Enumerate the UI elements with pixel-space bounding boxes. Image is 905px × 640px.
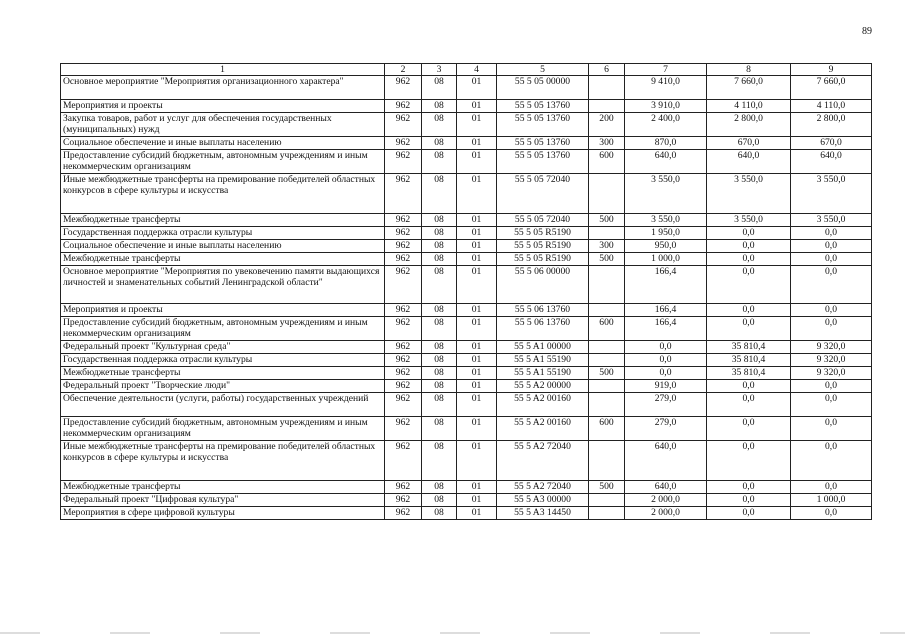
cell-amount-year-3: 0,0	[791, 266, 872, 304]
cell-expense-type: 500	[589, 253, 625, 266]
cell-section: 08	[422, 174, 457, 214]
cell-ministry-code: 962	[385, 304, 422, 317]
column-header: 2	[385, 64, 422, 76]
cell-amount-year-1: 3 550,0	[625, 214, 707, 227]
cell-amount-year-2: 35 810,4	[707, 354, 791, 367]
cell-expense-type: 300	[589, 137, 625, 150]
cell-subsection: 01	[457, 507, 497, 520]
cell-subsection: 01	[457, 341, 497, 354]
cell-amount-year-1: 919,0	[625, 380, 707, 393]
cell-ministry-code: 962	[385, 393, 422, 417]
cell-amount-year-2: 0,0	[707, 266, 791, 304]
cell-section: 08	[422, 341, 457, 354]
cell-amount-year-1: 2 400,0	[625, 113, 707, 137]
row-description: Основное мероприятие "Мероприятия организационного характера"	[61, 76, 385, 100]
cell-section: 08	[422, 76, 457, 100]
cell-section: 08	[422, 240, 457, 253]
cell-subsection: 01	[457, 481, 497, 494]
row-description: Федеральный проект "Культурная среда"	[61, 341, 385, 354]
cell-ministry-code: 962	[385, 150, 422, 174]
cell-amount-year-1: 950,0	[625, 240, 707, 253]
cell-amount-year-2: 4 110,0	[707, 100, 791, 113]
cell-section: 08	[422, 494, 457, 507]
cell-target-article: 55 5 05 13760	[497, 113, 589, 137]
cell-amount-year-3: 2 800,0	[791, 113, 872, 137]
cell-target-article: 55 5 A1 55190	[497, 354, 589, 367]
cell-target-article: 55 5 05 00000	[497, 76, 589, 100]
cell-amount-year-3: 0,0	[791, 393, 872, 417]
cell-amount-year-1: 0,0	[625, 354, 707, 367]
row-description: Межбюджетные трансферты	[61, 481, 385, 494]
cell-section: 08	[422, 150, 457, 174]
cell-target-article: 55 5 05 R5190	[497, 227, 589, 240]
cell-amount-year-2: 3 550,0	[707, 174, 791, 214]
row-description: Предоставление субсидий бюджетным, автономным учреждениям и иным некоммерческим организациям	[61, 150, 385, 174]
table-row	[61, 417, 872, 441]
cell-amount-year-1: 1 950,0	[625, 227, 707, 240]
cell-amount-year-3: 9 320,0	[791, 354, 872, 367]
cell-expense-type	[589, 227, 625, 240]
row-description: Основное мероприятие "Мероприятия по увековечению памяти выдающихся личностей и знаменательных событий Ленинградской области"	[61, 266, 385, 304]
cell-target-article: 55 5 06 13760	[497, 317, 589, 341]
row-description: Иные межбюджетные трансферты на премирование победителей областных конкурсов в сфере культуры и искусства	[61, 174, 385, 214]
cell-amount-year-2: 0,0	[707, 507, 791, 520]
cell-amount-year-1: 166,4	[625, 317, 707, 341]
table-row	[61, 266, 872, 304]
cell-subsection: 01	[457, 380, 497, 393]
table-row	[61, 354, 872, 367]
cell-amount-year-2: 670,0	[707, 137, 791, 150]
column-header: 8	[707, 64, 791, 76]
row-description: Государственная поддержка отрасли культуры	[61, 354, 385, 367]
cell-ministry-code: 962	[385, 76, 422, 100]
cell-section: 08	[422, 100, 457, 113]
column-header: 7	[625, 64, 707, 76]
row-description: Предоставление субсидий бюджетным, автономным учреждениям и иным некоммерческим организациям	[61, 417, 385, 441]
cell-subsection: 01	[457, 417, 497, 441]
table-row	[61, 507, 872, 520]
cell-section: 08	[422, 354, 457, 367]
column-header: 9	[791, 64, 872, 76]
cell-target-article: 55 5 05 72040	[497, 174, 589, 214]
cell-amount-year-3: 0,0	[791, 441, 872, 481]
row-description: Социальное обеспечение и иные выплаты населению	[61, 137, 385, 150]
row-description: Федеральный проект "Творческие люди"	[61, 380, 385, 393]
cell-target-article: 55 5 05 13760	[497, 150, 589, 174]
cell-amount-year-1: 3 910,0	[625, 100, 707, 113]
cell-expense-type	[589, 354, 625, 367]
cell-amount-year-2: 0,0	[707, 253, 791, 266]
row-description: Социальное обеспечение и иные выплаты населению	[61, 240, 385, 253]
row-description: Межбюджетные трансферты	[61, 253, 385, 266]
cell-amount-year-2: 3 550,0	[707, 214, 791, 227]
row-description: Межбюджетные трансферты	[61, 367, 385, 380]
cell-section: 08	[422, 137, 457, 150]
cell-amount-year-2: 640,0	[707, 150, 791, 174]
table-row	[61, 240, 872, 253]
cell-target-article: 55 5 A2 00160	[497, 417, 589, 441]
cell-amount-year-1: 0,0	[625, 341, 707, 354]
cell-expense-type	[589, 441, 625, 481]
cell-ministry-code: 962	[385, 380, 422, 393]
column-header: 5	[497, 64, 589, 76]
column-header: 1	[61, 64, 385, 76]
cell-ministry-code: 962	[385, 507, 422, 520]
cell-ministry-code: 962	[385, 100, 422, 113]
cell-section: 08	[422, 367, 457, 380]
cell-subsection: 01	[457, 100, 497, 113]
cell-subsection: 01	[457, 214, 497, 227]
cell-amount-year-3: 0,0	[791, 304, 872, 317]
row-description: Закупка товаров, работ и услуг для обеспечения государственных (муниципальных) нужд	[61, 113, 385, 137]
table-row	[61, 227, 872, 240]
cell-ministry-code: 962	[385, 227, 422, 240]
cell-amount-year-3: 1 000,0	[791, 494, 872, 507]
cell-amount-year-1: 2 000,0	[625, 507, 707, 520]
cell-target-article: 55 5 A1 55190	[497, 367, 589, 380]
table-header-row	[61, 64, 872, 76]
cell-section: 08	[422, 253, 457, 266]
table-row	[61, 113, 872, 137]
cell-amount-year-3: 9 320,0	[791, 341, 872, 354]
table-row	[61, 317, 872, 341]
cell-amount-year-2: 35 810,4	[707, 341, 791, 354]
cell-amount-year-2: 0,0	[707, 441, 791, 481]
cell-section: 08	[422, 481, 457, 494]
cell-amount-year-2: 35 810,4	[707, 367, 791, 380]
cell-ministry-code: 962	[385, 441, 422, 481]
cell-amount-year-3: 0,0	[791, 240, 872, 253]
cell-expense-type: 600	[589, 417, 625, 441]
cell-ministry-code: 962	[385, 266, 422, 304]
cell-expense-type: 600	[589, 150, 625, 174]
table-row	[61, 380, 872, 393]
cell-target-article: 55 5 05 13760	[497, 100, 589, 113]
cell-section: 08	[422, 441, 457, 481]
row-description: Мероприятия и проекты	[61, 304, 385, 317]
cell-ministry-code: 962	[385, 113, 422, 137]
table-row	[61, 174, 872, 214]
cell-amount-year-1: 166,4	[625, 304, 707, 317]
scan-artifact	[0, 632, 905, 634]
cell-ministry-code: 962	[385, 417, 422, 441]
cell-amount-year-2: 0,0	[707, 227, 791, 240]
cell-target-article: 55 5 A2 00000	[497, 380, 589, 393]
cell-ministry-code: 962	[385, 240, 422, 253]
cell-ministry-code: 962	[385, 174, 422, 214]
cell-subsection: 01	[457, 494, 497, 507]
cell-ministry-code: 962	[385, 137, 422, 150]
cell-target-article: 55 5 A3 14450	[497, 507, 589, 520]
cell-expense-type: 600	[589, 317, 625, 341]
cell-target-article: 55 5 A3 00000	[497, 494, 589, 507]
cell-amount-year-2: 0,0	[707, 304, 791, 317]
cell-amount-year-3: 9 320,0	[791, 367, 872, 380]
cell-subsection: 01	[457, 150, 497, 174]
cell-amount-year-3: 0,0	[791, 380, 872, 393]
table-row	[61, 253, 872, 266]
cell-expense-type	[589, 494, 625, 507]
table-row	[61, 150, 872, 174]
table-row	[61, 341, 872, 354]
row-description: Мероприятия в сфере цифровой культуры	[61, 507, 385, 520]
cell-amount-year-1: 279,0	[625, 393, 707, 417]
cell-section: 08	[422, 393, 457, 417]
cell-ministry-code: 962	[385, 214, 422, 227]
cell-amount-year-2: 7 660,0	[707, 76, 791, 100]
cell-section: 08	[422, 113, 457, 137]
table-row	[61, 481, 872, 494]
cell-subsection: 01	[457, 393, 497, 417]
cell-amount-year-1: 0,0	[625, 367, 707, 380]
cell-expense-type: 500	[589, 367, 625, 380]
cell-amount-year-2: 0,0	[707, 317, 791, 341]
row-description: Федеральный проект "Цифровая культура"	[61, 494, 385, 507]
table-row	[61, 367, 872, 380]
row-description: Межбюджетные трансферты	[61, 214, 385, 227]
cell-target-article: 55 5 05 13760	[497, 137, 589, 150]
cell-subsection: 01	[457, 76, 497, 100]
cell-subsection: 01	[457, 240, 497, 253]
cell-section: 08	[422, 227, 457, 240]
cell-amount-year-1: 279,0	[625, 417, 707, 441]
column-header: 6	[589, 64, 625, 76]
cell-subsection: 01	[457, 441, 497, 481]
cell-target-article: 55 5 06 00000	[497, 266, 589, 304]
row-description: Обеспечение деятельности (услуги, работы) государственных учреждений	[61, 393, 385, 417]
cell-expense-type: 500	[589, 481, 625, 494]
cell-amount-year-2: 2 800,0	[707, 113, 791, 137]
cell-section: 08	[422, 266, 457, 304]
cell-ministry-code: 962	[385, 253, 422, 266]
table-row	[61, 441, 872, 481]
cell-subsection: 01	[457, 266, 497, 304]
cell-expense-type	[589, 174, 625, 214]
cell-target-article: 55 5 05 72040	[497, 214, 589, 227]
cell-subsection: 01	[457, 317, 497, 341]
cell-section: 08	[422, 507, 457, 520]
row-description: Иные межбюджетные трансферты на премирование победителей областных конкурсов в сфере культуры и искусства	[61, 441, 385, 481]
cell-ministry-code: 962	[385, 354, 422, 367]
cell-amount-year-1: 3 550,0	[625, 174, 707, 214]
cell-amount-year-3: 7 660,0	[791, 76, 872, 100]
cell-expense-type	[589, 341, 625, 354]
cell-section: 08	[422, 380, 457, 393]
cell-target-article: 55 5 05 R5190	[497, 240, 589, 253]
cell-expense-type: 200	[589, 113, 625, 137]
cell-subsection: 01	[457, 227, 497, 240]
table-row	[61, 304, 872, 317]
cell-ministry-code: 962	[385, 341, 422, 354]
cell-amount-year-3: 0,0	[791, 227, 872, 240]
table-row	[61, 76, 872, 100]
table-row	[61, 214, 872, 227]
cell-subsection: 01	[457, 253, 497, 266]
cell-expense-type: 300	[589, 240, 625, 253]
cell-amount-year-3: 640,0	[791, 150, 872, 174]
cell-subsection: 01	[457, 137, 497, 150]
table-row	[61, 393, 872, 417]
cell-amount-year-3: 670,0	[791, 137, 872, 150]
cell-section: 08	[422, 317, 457, 341]
budget-table	[60, 63, 872, 520]
cell-expense-type	[589, 380, 625, 393]
cell-amount-year-3: 3 550,0	[791, 174, 872, 214]
cell-target-article: 55 5 A2 00160	[497, 393, 589, 417]
cell-amount-year-3: 0,0	[791, 507, 872, 520]
cell-subsection: 01	[457, 304, 497, 317]
cell-amount-year-1: 640,0	[625, 441, 707, 481]
cell-amount-year-1: 2 000,0	[625, 494, 707, 507]
cell-subsection: 01	[457, 113, 497, 137]
table-row	[61, 100, 872, 113]
cell-ministry-code: 962	[385, 494, 422, 507]
cell-subsection: 01	[457, 354, 497, 367]
cell-ministry-code: 962	[385, 481, 422, 494]
cell-target-article: 55 5 A1 00000	[497, 341, 589, 354]
cell-target-article: 55 5 05 R5190	[497, 253, 589, 266]
cell-section: 08	[422, 214, 457, 227]
row-description: Предоставление субсидий бюджетным, автономным учреждениям и иным некоммерческим организациям	[61, 317, 385, 341]
table-row	[61, 494, 872, 507]
page-number: 89	[862, 26, 872, 37]
cell-expense-type	[589, 76, 625, 100]
cell-amount-year-2: 0,0	[707, 417, 791, 441]
cell-amount-year-2: 0,0	[707, 240, 791, 253]
cell-amount-year-1: 870,0	[625, 137, 707, 150]
column-header: 4	[457, 64, 497, 76]
cell-section: 08	[422, 417, 457, 441]
cell-target-article: 55 5 A2 72040	[497, 441, 589, 481]
column-header: 3	[422, 64, 457, 76]
table-row	[61, 137, 872, 150]
cell-amount-year-1: 1 000,0	[625, 253, 707, 266]
cell-amount-year-1: 640,0	[625, 150, 707, 174]
cell-amount-year-2: 0,0	[707, 380, 791, 393]
cell-ministry-code: 962	[385, 317, 422, 341]
cell-expense-type	[589, 266, 625, 304]
cell-amount-year-2: 0,0	[707, 393, 791, 417]
row-description: Государственная поддержка отрасли культуры	[61, 227, 385, 240]
cell-amount-year-2: 0,0	[707, 494, 791, 507]
cell-expense-type	[589, 507, 625, 520]
cell-amount-year-2: 0,0	[707, 481, 791, 494]
cell-amount-year-3: 0,0	[791, 317, 872, 341]
cell-ministry-code: 962	[385, 367, 422, 380]
cell-target-article: 55 5 A2 72040	[497, 481, 589, 494]
cell-amount-year-1: 9 410,0	[625, 76, 707, 100]
cell-amount-year-3: 0,0	[791, 253, 872, 266]
table-body	[61, 76, 872, 520]
cell-amount-year-3: 3 550,0	[791, 214, 872, 227]
cell-expense-type	[589, 393, 625, 417]
cell-expense-type: 500	[589, 214, 625, 227]
cell-amount-year-3: 4 110,0	[791, 100, 872, 113]
cell-amount-year-1: 640,0	[625, 481, 707, 494]
cell-expense-type	[589, 100, 625, 113]
row-description: Мероприятия и проекты	[61, 100, 385, 113]
cell-subsection: 01	[457, 174, 497, 214]
cell-target-article: 55 5 06 13760	[497, 304, 589, 317]
cell-section: 08	[422, 304, 457, 317]
cell-amount-year-3: 0,0	[791, 481, 872, 494]
cell-amount-year-3: 0,0	[791, 417, 872, 441]
cell-amount-year-1: 166,4	[625, 266, 707, 304]
cell-expense-type	[589, 304, 625, 317]
cell-subsection: 01	[457, 367, 497, 380]
